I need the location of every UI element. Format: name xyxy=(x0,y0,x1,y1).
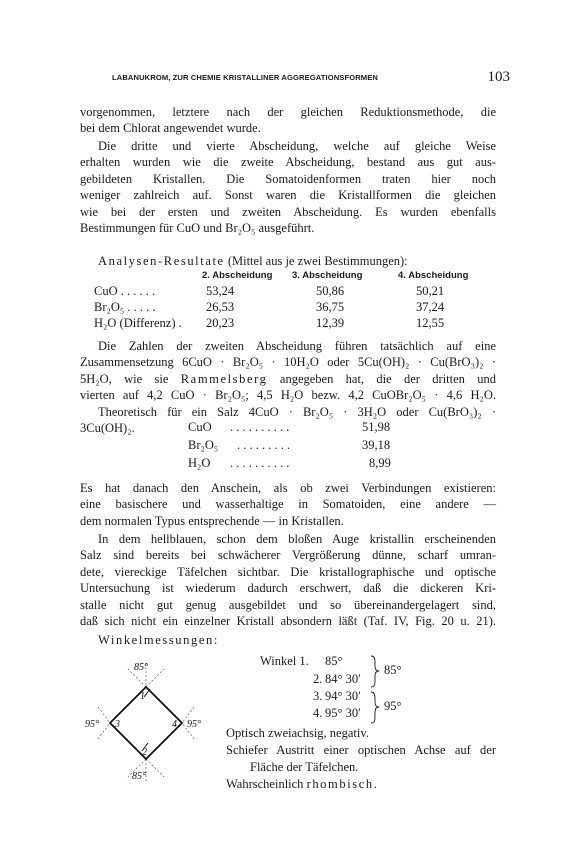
text-segment: 5H₂O, wie sie xyxy=(80,371,169,386)
text-line: Die Zahlen der zweiten Abscheidung führen tatsächlich auf eine xyxy=(98,339,496,353)
leader-dots: . . . . . . . . . xyxy=(237,438,291,452)
analysis-heading-rest: (Mittel aus je zwei Bestimmungen): xyxy=(227,254,408,268)
row-label: Br₂O₅ . . . . . xyxy=(94,300,156,314)
table-cell: 37,24 xyxy=(416,300,445,314)
crystal-system: rhombisch. xyxy=(306,777,379,791)
text-line: Untersuchung ist wiederum dadurch erschwert, daß die dickeren Kri- xyxy=(80,581,496,596)
row-label: CuO . . . . . . xyxy=(94,284,156,298)
angle-label: 4. xyxy=(313,706,323,720)
optics-line: Schiefer Austritt einer optischen Achse auf der xyxy=(226,743,496,757)
text-line: Salz sind bereits bei schwächerer Vergrößerung dünne, scharf umran- xyxy=(80,548,496,563)
leader-dots: . . . . . . . . . . xyxy=(230,420,290,434)
crystal-diagram xyxy=(84,655,264,785)
angle-value: 84° 30′ xyxy=(325,672,361,686)
text-segment: Wahrscheinlich xyxy=(226,777,304,791)
corner-number: 2 xyxy=(142,747,147,758)
angle-label: 3. xyxy=(313,689,323,703)
running-title: LABANUKROM, ZUR CHEMIE KRISTALLINER AGGREGATIONSFORMEN xyxy=(112,73,378,82)
text-line: daß sich nicht ein einzelner Kristall absondern läßt (Taf. IV, Fig. 20 u. 21). xyxy=(80,614,496,629)
table-cell: 20,23 xyxy=(206,316,235,330)
text-line: In dem hellblauen, schon dem bloßen Auge kristallin erscheinenden xyxy=(98,532,496,546)
table-cell: 51,98 xyxy=(362,420,391,434)
row-label: H₂O (Differenz) . xyxy=(94,316,182,330)
text-line: vierten auf 4,2 CuO · Br₂O₅; 4,5 H₂O bezw. 4,2 CuOBr₂O₅ · 4,6 H₂O. xyxy=(80,388,496,403)
extension-line xyxy=(146,669,164,687)
table-cell: 50,21 xyxy=(416,284,445,298)
text-line: gebildeten Kristallen. Die Somatoidenformen traten hier noch xyxy=(80,171,496,186)
angle-label: Winkel 1. xyxy=(260,654,309,668)
angle-label: 2. xyxy=(313,672,323,686)
angles-heading xyxy=(80,632,496,648)
column-header: 3. Abscheidung xyxy=(292,270,363,281)
paragraph-3 xyxy=(80,338,496,404)
optics-line: Fläche der Täfelchen. xyxy=(250,760,359,774)
text-line: dem normalen Typus entsprechende — in Kristallen. xyxy=(80,513,344,528)
page-number: 103 xyxy=(487,69,510,85)
text-line: erhalten wurden wie die zweite Abscheidung, bestand aus gut aus- xyxy=(80,155,496,170)
analysis-heading-spaced: Analysen-Resultate xyxy=(98,254,225,268)
angle-label-top: 85° xyxy=(134,662,148,673)
angle-label-bottom: 85° xyxy=(132,771,146,782)
table-cell: 12,39 xyxy=(316,316,345,330)
running-header xyxy=(96,69,516,87)
table-cell: 36,75 xyxy=(316,300,345,314)
corner-number: 1 xyxy=(140,691,145,702)
text-line: eine basischere und wasserhaltige in Somatoiden, eine andere — xyxy=(80,497,496,512)
text-line: Es hat danach den Anschein, als ob zwei Verbindungen existieren: xyxy=(80,481,496,495)
table-cell: 8,99 xyxy=(369,456,391,470)
paragraph-4 xyxy=(80,480,496,529)
corner-number: 3 xyxy=(115,719,120,730)
text-segment: angegeben hat, die der dritten und xyxy=(279,371,497,386)
text-line: wie bei der ersten und zweiten Abscheidung. Es wurden ebenfalls xyxy=(80,204,496,219)
analysis-table xyxy=(94,270,494,334)
author-name: Rammelsberg xyxy=(180,371,268,386)
brace-shape xyxy=(371,656,379,687)
text-line: dete, viereckige Täfelchen sichtbar. Die kristallographische und optische xyxy=(80,564,496,579)
brace-value: 85° xyxy=(384,663,402,677)
corner-number: 4 xyxy=(172,719,177,730)
text-line: Theoretisch für ein Salz 4CuO · Br₂O₅ · 3H₂O oder Cu(BrO₃)₂ · xyxy=(98,405,496,419)
extension-line xyxy=(98,723,110,739)
text-line xyxy=(80,371,496,387)
extension-line xyxy=(98,707,110,723)
angles-heading-text: Winkelmessungen: xyxy=(98,633,219,647)
brace-shape xyxy=(371,692,379,723)
text-line: bei dem Chlorat angewendet wurde. xyxy=(80,121,261,136)
text-line: stalle nicht gut genug ausgebildet und so übereinandergelagert sind, xyxy=(80,597,496,612)
text-line: 3Cu(OH)₂. xyxy=(80,421,135,436)
table-cell: 53,24 xyxy=(206,284,235,298)
table-cell: 50,86 xyxy=(316,284,345,298)
angle-value: 95° 30′ xyxy=(325,706,361,720)
row-label: Br₂O₅ xyxy=(188,438,219,452)
row-label: CuO xyxy=(188,420,212,434)
table-cell: 26,53 xyxy=(206,300,235,314)
text-line: weniger zahlreich auf. Sonst waren die Kristallformen die gleichen xyxy=(80,188,496,203)
angle-label-right: 95° xyxy=(187,719,201,730)
angle-label-left: 95° xyxy=(85,719,99,730)
optics-line: Optisch zweiachsig, negativ. xyxy=(226,726,369,740)
angle-value: 94° 30′ xyxy=(325,689,361,703)
theory-table xyxy=(80,420,480,472)
text-line: Bestimmungen für CuO und Br₂O₅ ausgeführt. xyxy=(80,221,315,236)
row-label: H₂O xyxy=(188,456,211,470)
text-line: vorgenommen, letztere nach der gleichen Reduktionsmethode, die xyxy=(80,105,496,119)
text-line: Die dritte und vierte Abscheidung, welche auf gleiche Weise xyxy=(98,139,496,153)
column-header: 2. Abscheidung xyxy=(202,270,273,281)
paragraph-5 xyxy=(80,531,496,629)
table-cell: 12,55 xyxy=(416,316,445,330)
text-line: Zusammensetzung 6CuO · Br₂O₅ · 10H₂O oder 5Cu(OH)₂ · Cu(BrO₃)₂ · xyxy=(80,355,496,370)
paragraph-1 xyxy=(80,104,496,137)
angle-value: 85° xyxy=(325,654,343,668)
column-header: 4. Abscheidung xyxy=(398,270,469,281)
leader-dots: . . . . . . . . . . xyxy=(230,456,290,470)
brace-value: 95° xyxy=(384,699,402,713)
extension-line xyxy=(146,759,164,777)
paragraph-2 xyxy=(80,138,496,236)
table-cell: 39,18 xyxy=(362,438,391,452)
analysis-heading xyxy=(80,253,496,269)
